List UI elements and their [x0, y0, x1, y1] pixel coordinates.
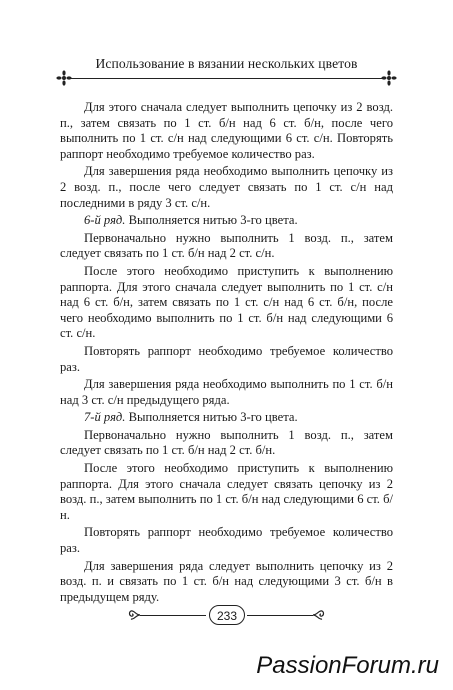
- running-header: [0, 50, 453, 90]
- paragraph: Для завершения ряда необходимо выполнить цепочку из 2 возд. п., после чего следует связать по 1 ст. с/н над последними в ряду 3 ст. с/н.: [60, 164, 393, 210]
- paragraph: Повторять раппорт необходимо требуемое количество раз.: [60, 525, 393, 556]
- paragraph: Первоначально нужно выполнить 1 возд. п., затем следует связать по 1 ст. б/н над 2 ст. б/н.: [60, 427, 393, 458]
- watermark: PassionForum.ru: [256, 652, 439, 679]
- page-body: [60, 100, 393, 607]
- ornament-flower-icon: [381, 70, 397, 86]
- paragraph: Повторять раппорт необходимо требуемое количество раз.: [60, 343, 393, 374]
- page-number: 233: [209, 605, 245, 625]
- paragraph: Для завершения ряда следует выполнить цепочку из 2 возд. п. и связать по 1 ст. б/н над следующими 3 ст. б/н в предыдущем ряду.: [60, 558, 393, 604]
- paragraph: После этого необходимо приступить к выполнению раппорта. Для этого сначала следует выполнить по 1 ст. с/н над 6 ст. б/н, затем связать по 1 ст. с/н над 6 ст. б/н, после чего необходимо выполнить по 1 ст. б/н над следующими 6 ст. с/н.: [60, 263, 393, 341]
- paragraph: После этого необходимо приступить к выполнению раппорта. Для этого сначала следует связать цепочку из 2 возд. п., затем выполнить по 1 ст. б/н над следующими 6 ст. б/н.: [60, 461, 393, 522]
- paragraph: Для завершения ряда необходимо выполнить по 1 ст. б/н над 3 ст. с/н предыдущего ряда.: [60, 377, 393, 407]
- footer-divider-right: [247, 615, 313, 616]
- header-divider: [70, 78, 383, 79]
- paragraph: 7-й ряд. Выполняется нитью 3-го цвета.: [84, 410, 298, 425]
- page-footer: [0, 603, 453, 629]
- paragraph: Первоначально нужно выполнить 1 возд. п., затем следует связать по 1 ст. б/н над 2 ст. с/н.: [60, 230, 393, 261]
- paragraph: 6-й ряд. Выполняется нитью 3-го цвета.: [84, 213, 298, 228]
- footer-divider-left: [140, 615, 206, 616]
- ornament-scroll-icon: [311, 607, 325, 623]
- row-label: 6-й ряд.: [84, 213, 126, 228]
- header-title: Использование в вязании нескольких цветов: [95, 56, 358, 71]
- paragraph: Для этого сначала следует выполнить цепочку из 2 возд. п., затем связать по 1 ст. б/н над 6 ст. б/н, после чего выполнить по 1 ст. с/н над следующими 6 ст. с/н. Повторять раппорт необходимо требуемое количество раз.: [60, 100, 393, 161]
- row-label: 7-й ряд.: [84, 410, 126, 425]
